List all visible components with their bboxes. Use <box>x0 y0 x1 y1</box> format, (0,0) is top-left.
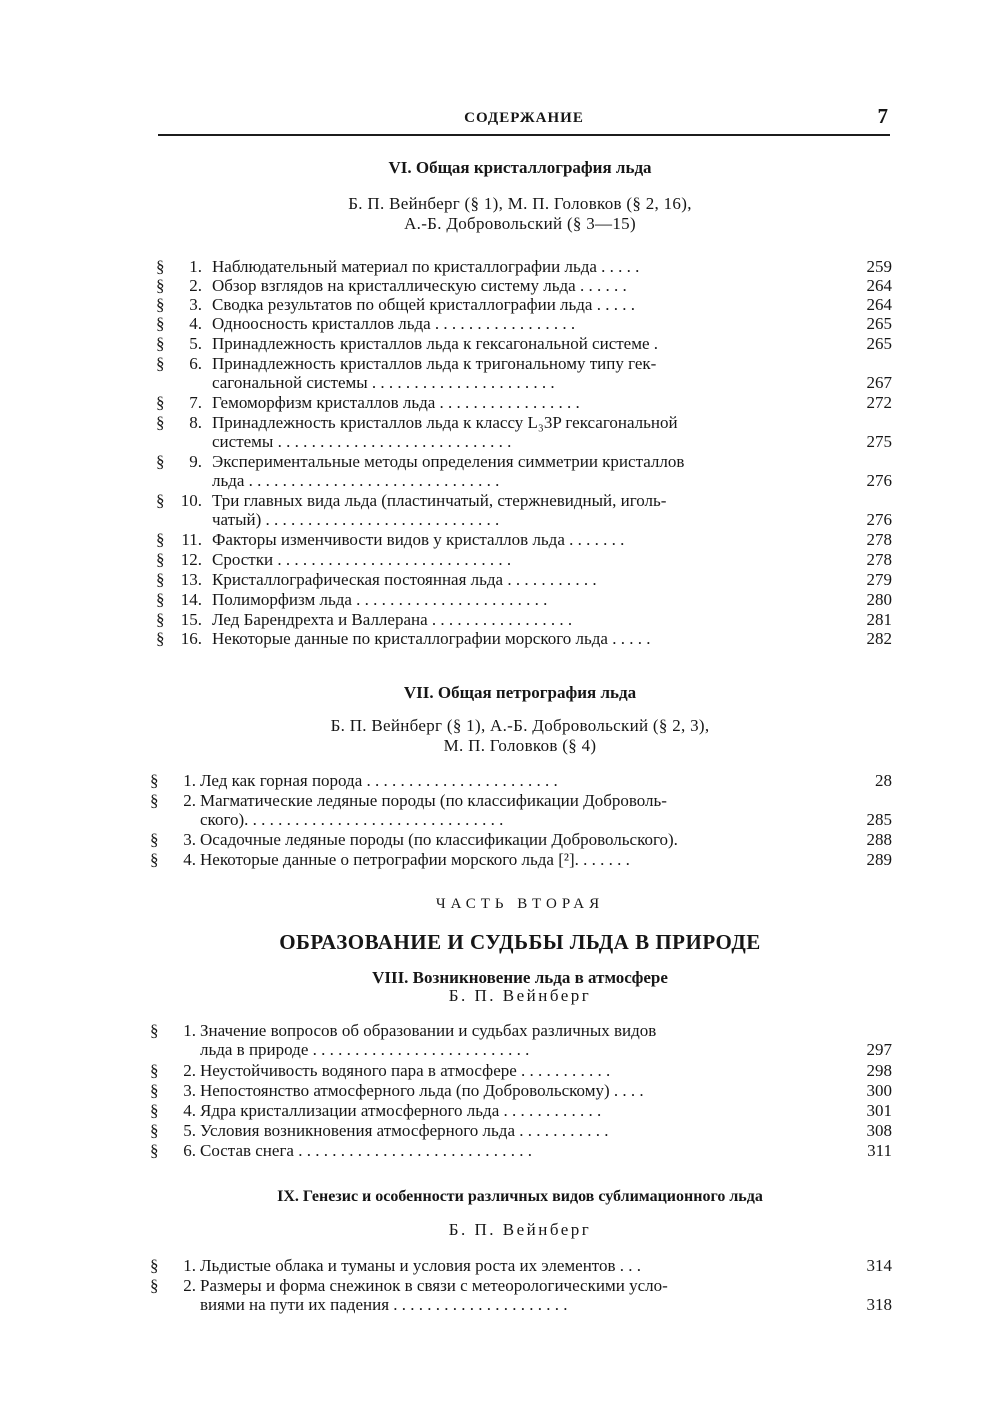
entry-page-number: 28 <box>875 771 892 790</box>
section-number: 5. <box>183 1121 196 1140</box>
running-header <box>158 106 890 136</box>
entry-page-number: 314 <box>866 1256 892 1275</box>
toc-entry-line <box>150 1256 892 1276</box>
toc-entry-line <box>156 570 892 590</box>
entry-title: системы . . . . . . . . . . . . . . . . . . . . . . . . . . . . <box>212 432 512 451</box>
entry-page-number: 264 <box>866 276 892 295</box>
entry-title: сагональной системы . . . . . . . . . . . . . . . . . . . . . . <box>212 373 555 392</box>
section-marker <box>156 257 210 277</box>
section-marker <box>156 550 210 570</box>
entry-title: Наблюдательный материал по кристаллографии льда . . . . . <box>212 257 640 276</box>
entry-page-number: 282 <box>866 629 892 648</box>
section-marker <box>150 1276 204 1296</box>
section-number: 1. <box>183 771 196 790</box>
toc-entry-line <box>156 276 892 296</box>
toc-entry-line <box>156 629 892 649</box>
toc-entry-line <box>150 1081 892 1101</box>
section-sign: § <box>156 550 165 569</box>
section-number: 7. <box>189 393 202 412</box>
authors-line: М. П. Головков (§ 4) <box>443 736 597 755</box>
entry-title: Экспериментальные методы определения симметрии кристаллов <box>212 452 685 471</box>
chapter-9-title: IX. Генезис и особенности различных видов сублимационного льда <box>277 1188 763 1205</box>
authors-line: Б. П. Вейнберг (§ 1), А.-Б. Добровольский (§ 2, 3), <box>330 716 710 735</box>
section-number: 14. <box>180 590 202 609</box>
toc-entry-line <box>150 1061 892 1081</box>
entry-title: Факторы изменчивости видов у кристаллов льда . . . . . . . <box>212 530 625 549</box>
section-number: 1. <box>183 1021 196 1040</box>
entry-page-number: 275 <box>866 432 892 451</box>
chapter-9-authors <box>150 1220 890 1240</box>
section-marker <box>150 1256 204 1276</box>
entry-title: Три главных вида льда (пластинчатый, стержневидный, иголь- <box>212 491 667 510</box>
section-marker <box>156 530 210 550</box>
entry-title: льда . . . . . . . . . . . . . . . . . . . . . . . . . . . . . . <box>212 471 500 490</box>
entry-title: Сводка результатов по общей кристаллографии льда . . . . . <box>212 295 635 314</box>
section-marker <box>156 314 210 334</box>
toc-entry-line <box>156 413 892 433</box>
section-number: 10. <box>180 491 202 510</box>
section-marker <box>156 276 210 296</box>
toc-entry-line <box>150 1141 892 1161</box>
section-number: 2. <box>183 1276 196 1295</box>
entry-title: Принадлежность кристаллов льда к классу L₃3P гексагональной <box>212 413 678 432</box>
section-number: 9. <box>189 452 202 471</box>
running-title: СОДЕРЖАНИЕ <box>464 110 584 126</box>
toc-entry-line <box>156 432 892 452</box>
entry-title: Магматические ледяные породы (по классификации Доброволь- <box>200 791 667 810</box>
section-sign: § <box>156 530 165 549</box>
section-number: 11. <box>181 530 202 549</box>
toc-entry-line <box>156 373 892 393</box>
section-number: 1. <box>183 1256 196 1275</box>
section-sign: § <box>156 590 165 609</box>
entry-page-number: 311 <box>867 1141 892 1160</box>
section-sign: § <box>156 629 165 648</box>
authors-line: Б. П. Вейнберг <box>448 986 592 1005</box>
toc-entry-line <box>156 590 892 610</box>
chapter-6-authors <box>150 194 890 234</box>
section-marker <box>156 295 210 315</box>
toc-entry-line <box>150 830 892 850</box>
entry-title: Осадочные ледяные породы (по классификации Добровольского). <box>200 830 678 849</box>
section-sign: § <box>150 1101 159 1120</box>
section-sign: § <box>156 393 165 412</box>
section-number: 6. <box>189 354 202 373</box>
section-marker <box>150 1061 204 1081</box>
section-number: 3. <box>183 830 196 849</box>
entry-page-number: 298 <box>866 1061 892 1080</box>
entry-page-number: 267 <box>866 373 892 392</box>
section-sign: § <box>156 276 165 295</box>
toc-entry-line <box>156 550 892 570</box>
toc-entry-line <box>156 471 892 491</box>
entry-page-number: 318 <box>866 1295 892 1314</box>
section-marker <box>156 610 210 630</box>
section-number: 2. <box>183 791 196 810</box>
part-title: ОБРАЗОВАНИЕ И СУДЬБЫ ЛЬДА В ПРИРОДЕ <box>279 930 761 954</box>
entry-title: Сростки . . . . . . . . . . . . . . . . . . . . . . . . . . . . <box>212 550 512 569</box>
section-sign: § <box>156 334 165 353</box>
section-marker <box>150 850 204 870</box>
section-number: 2. <box>183 1061 196 1080</box>
section-marker <box>156 413 210 433</box>
toc-entry-line <box>156 393 892 413</box>
section-sign: § <box>156 295 165 314</box>
section-marker <box>150 830 204 850</box>
toc-entry-line <box>156 530 892 550</box>
entry-title: Некоторые данные по кристаллографии морского льда . . . . . <box>212 629 651 648</box>
entry-title: Лед Барендрехта и Валлерана . . . . . . . . . . . . . . . . . <box>212 610 573 629</box>
toc-entry-line <box>156 610 892 630</box>
entry-title: Некоторые данные о петрографии морского льда [²]. . . . . . . <box>200 850 630 869</box>
entry-title: Полиморфизм льда . . . . . . . . . . . . . . . . . . . . . . . <box>212 590 548 609</box>
entry-title: виями на пути их падения . . . . . . . . . . . . . . . . . . . . . <box>200 1295 568 1314</box>
section-marker <box>156 452 210 472</box>
section-marker <box>156 334 210 354</box>
section-marker <box>150 1081 204 1101</box>
entry-page-number: 288 <box>866 830 892 849</box>
part-label: ЧАСТЬ ВТОРАЯ <box>435 896 605 912</box>
section-sign: § <box>150 1021 159 1040</box>
section-number: 8. <box>189 413 202 432</box>
section-sign: § <box>150 850 159 869</box>
section-number: 3. <box>189 295 202 314</box>
toc-entry-line <box>150 810 892 830</box>
section-marker <box>150 1021 204 1041</box>
section-sign: § <box>150 771 159 790</box>
entry-title: льда в природе . . . . . . . . . . . . . . . . . . . . . . . . . . <box>200 1040 530 1059</box>
chapter-7-authors <box>150 716 890 756</box>
section-sign: § <box>150 1256 159 1275</box>
toc-entry-line <box>156 354 892 374</box>
section-marker <box>156 491 210 511</box>
entry-title: Обзор взглядов на кристаллическую систему льда . . . . . . <box>212 276 627 295</box>
entry-page-number: 278 <box>866 530 892 549</box>
section-marker <box>150 1121 204 1141</box>
toc-entry-line <box>150 850 892 870</box>
toc-entry-line <box>150 1121 892 1141</box>
section-number: 12. <box>180 550 202 569</box>
section-sign: § <box>150 1061 159 1080</box>
section-number: 6. <box>183 1141 196 1160</box>
entry-title: Непостоянство атмосферного льда (по Добровольскому) . . . . <box>200 1081 644 1100</box>
entry-title: Принадлежность кристаллов льда к гексагональной системе . <box>212 334 659 353</box>
toc-entry-line <box>156 295 892 315</box>
entry-page-number: 289 <box>866 850 892 869</box>
entry-page-number: 281 <box>866 610 892 629</box>
section-sign: § <box>156 354 165 373</box>
section-sign: § <box>156 413 165 432</box>
toc-entry-line <box>150 1276 892 1296</box>
section-sign: § <box>156 452 165 471</box>
section-sign: § <box>150 791 159 810</box>
entry-page-number: 285 <box>866 810 892 829</box>
chapter-8-authors <box>150 986 890 1006</box>
toc-entry-line <box>156 510 892 530</box>
section-marker <box>156 354 210 374</box>
entry-title: Условия возникновения атмосферного льда . . . . . . . . . . . <box>200 1121 609 1140</box>
section-marker <box>150 1141 204 1161</box>
section-marker <box>156 590 210 610</box>
entry-page-number: 259 <box>866 257 892 276</box>
section-sign: § <box>156 257 165 276</box>
section-number: 16. <box>180 629 202 648</box>
section-sign: § <box>156 610 165 629</box>
toc-entry-line <box>156 491 892 511</box>
section-number: 4. <box>183 1101 196 1120</box>
entry-page-number: 297 <box>866 1040 892 1059</box>
entry-title: Гемоморфизм кристаллов льда . . . . . . . . . . . . . . . . . <box>212 393 580 412</box>
entry-title: Лед как горная порода . . . . . . . . . . . . . . . . . . . . . . . <box>200 771 558 790</box>
entry-title: чатый) . . . . . . . . . . . . . . . . . . . . . . . . . . . . <box>212 510 500 529</box>
toc-entry-line <box>156 334 892 354</box>
section-marker <box>150 771 204 791</box>
section-marker <box>150 791 204 811</box>
toc-entry-line <box>150 1021 892 1041</box>
section-number: 15. <box>180 610 202 629</box>
entry-page-number: 280 <box>866 590 892 609</box>
toc-entry-line <box>150 1040 892 1060</box>
entry-title: Одноосность кристаллов льда . . . . . . . . . . . . . . . . . <box>212 314 576 333</box>
section-number: 3. <box>183 1081 196 1100</box>
section-marker <box>156 393 210 413</box>
entry-page-number: 278 <box>866 550 892 569</box>
entry-title: ского). . . . . . . . . . . . . . . . . . . . . . . . . . . . . . . <box>200 810 504 829</box>
entry-title: Принадлежность кристаллов льда к тригональному типу гек- <box>212 354 657 373</box>
chapter-8-title: VIII. Возникновение льда в атмосфере <box>372 968 668 987</box>
section-number: 4. <box>189 314 202 333</box>
section-marker <box>156 570 210 590</box>
toc-entry-line <box>150 1295 892 1315</box>
entry-page-number: 264 <box>866 295 892 314</box>
entry-title: Состав снега . . . . . . . . . . . . . . . . . . . . . . . . . . . . <box>200 1141 532 1160</box>
entry-page-number: 300 <box>866 1081 892 1100</box>
entry-page-number: 265 <box>866 334 892 353</box>
section-sign: § <box>150 1141 159 1160</box>
section-sign: § <box>156 314 165 333</box>
toc-entry-line <box>150 1101 892 1121</box>
toc-entry-line <box>150 791 892 811</box>
page-number: 7 <box>877 104 888 128</box>
authors-line: Б. П. Вейнберг <box>448 1220 592 1239</box>
entry-page-number: 308 <box>866 1121 892 1140</box>
section-sign: § <box>156 570 165 589</box>
entry-page-number: 265 <box>866 314 892 333</box>
entry-title: Неустойчивость водяного пара в атмосфере . . . . . . . . . . . <box>200 1061 611 1080</box>
section-sign: § <box>150 1081 159 1100</box>
toc-entry-line <box>156 257 892 277</box>
section-number: 13. <box>180 570 202 589</box>
chapter-7-title: VII. Общая петрография льда <box>403 683 637 702</box>
entry-title: Кристаллографическая постоянная льда . . . . . . . . . . . <box>212 570 597 589</box>
entry-title: Льдистые облака и туманы и условия роста их элементов . . . <box>200 1256 642 1275</box>
toc-entry-line <box>156 314 892 334</box>
entry-title: Размеры и форма снежинок в связи с метеорологическими усло- <box>200 1276 668 1295</box>
section-number: 4. <box>183 850 196 869</box>
entry-page-number: 279 <box>866 570 892 589</box>
chapter-6-title: VI. Общая кристаллография льда <box>388 158 652 177</box>
entry-page-number: 276 <box>866 510 892 529</box>
entry-page-number: 272 <box>866 393 892 412</box>
toc-entry-line <box>156 452 892 472</box>
section-number: 1. <box>189 257 202 276</box>
entry-title: Ядра кристаллизации атмосферного льда . . . . . . . . . . . . <box>200 1101 602 1120</box>
section-sign: § <box>150 1121 159 1140</box>
section-number: 2. <box>189 276 202 295</box>
entry-title: Значение вопросов об образовании и судьбах различных видов <box>200 1021 657 1040</box>
authors-line: А.-Б. Добровольский (§ 3—15) <box>404 214 636 233</box>
section-sign: § <box>156 491 165 510</box>
section-marker <box>150 1101 204 1121</box>
section-number: 5. <box>189 334 202 353</box>
section-sign: § <box>150 1276 159 1295</box>
section-marker <box>156 629 210 649</box>
authors-line: Б. П. Вейнберг (§ 1), М. П. Головков (§ 2, 16), <box>348 194 692 213</box>
entry-page-number: 276 <box>866 471 892 490</box>
section-sign: § <box>150 830 159 849</box>
entry-page-number: 301 <box>866 1101 892 1120</box>
toc-entry-line <box>150 771 892 791</box>
